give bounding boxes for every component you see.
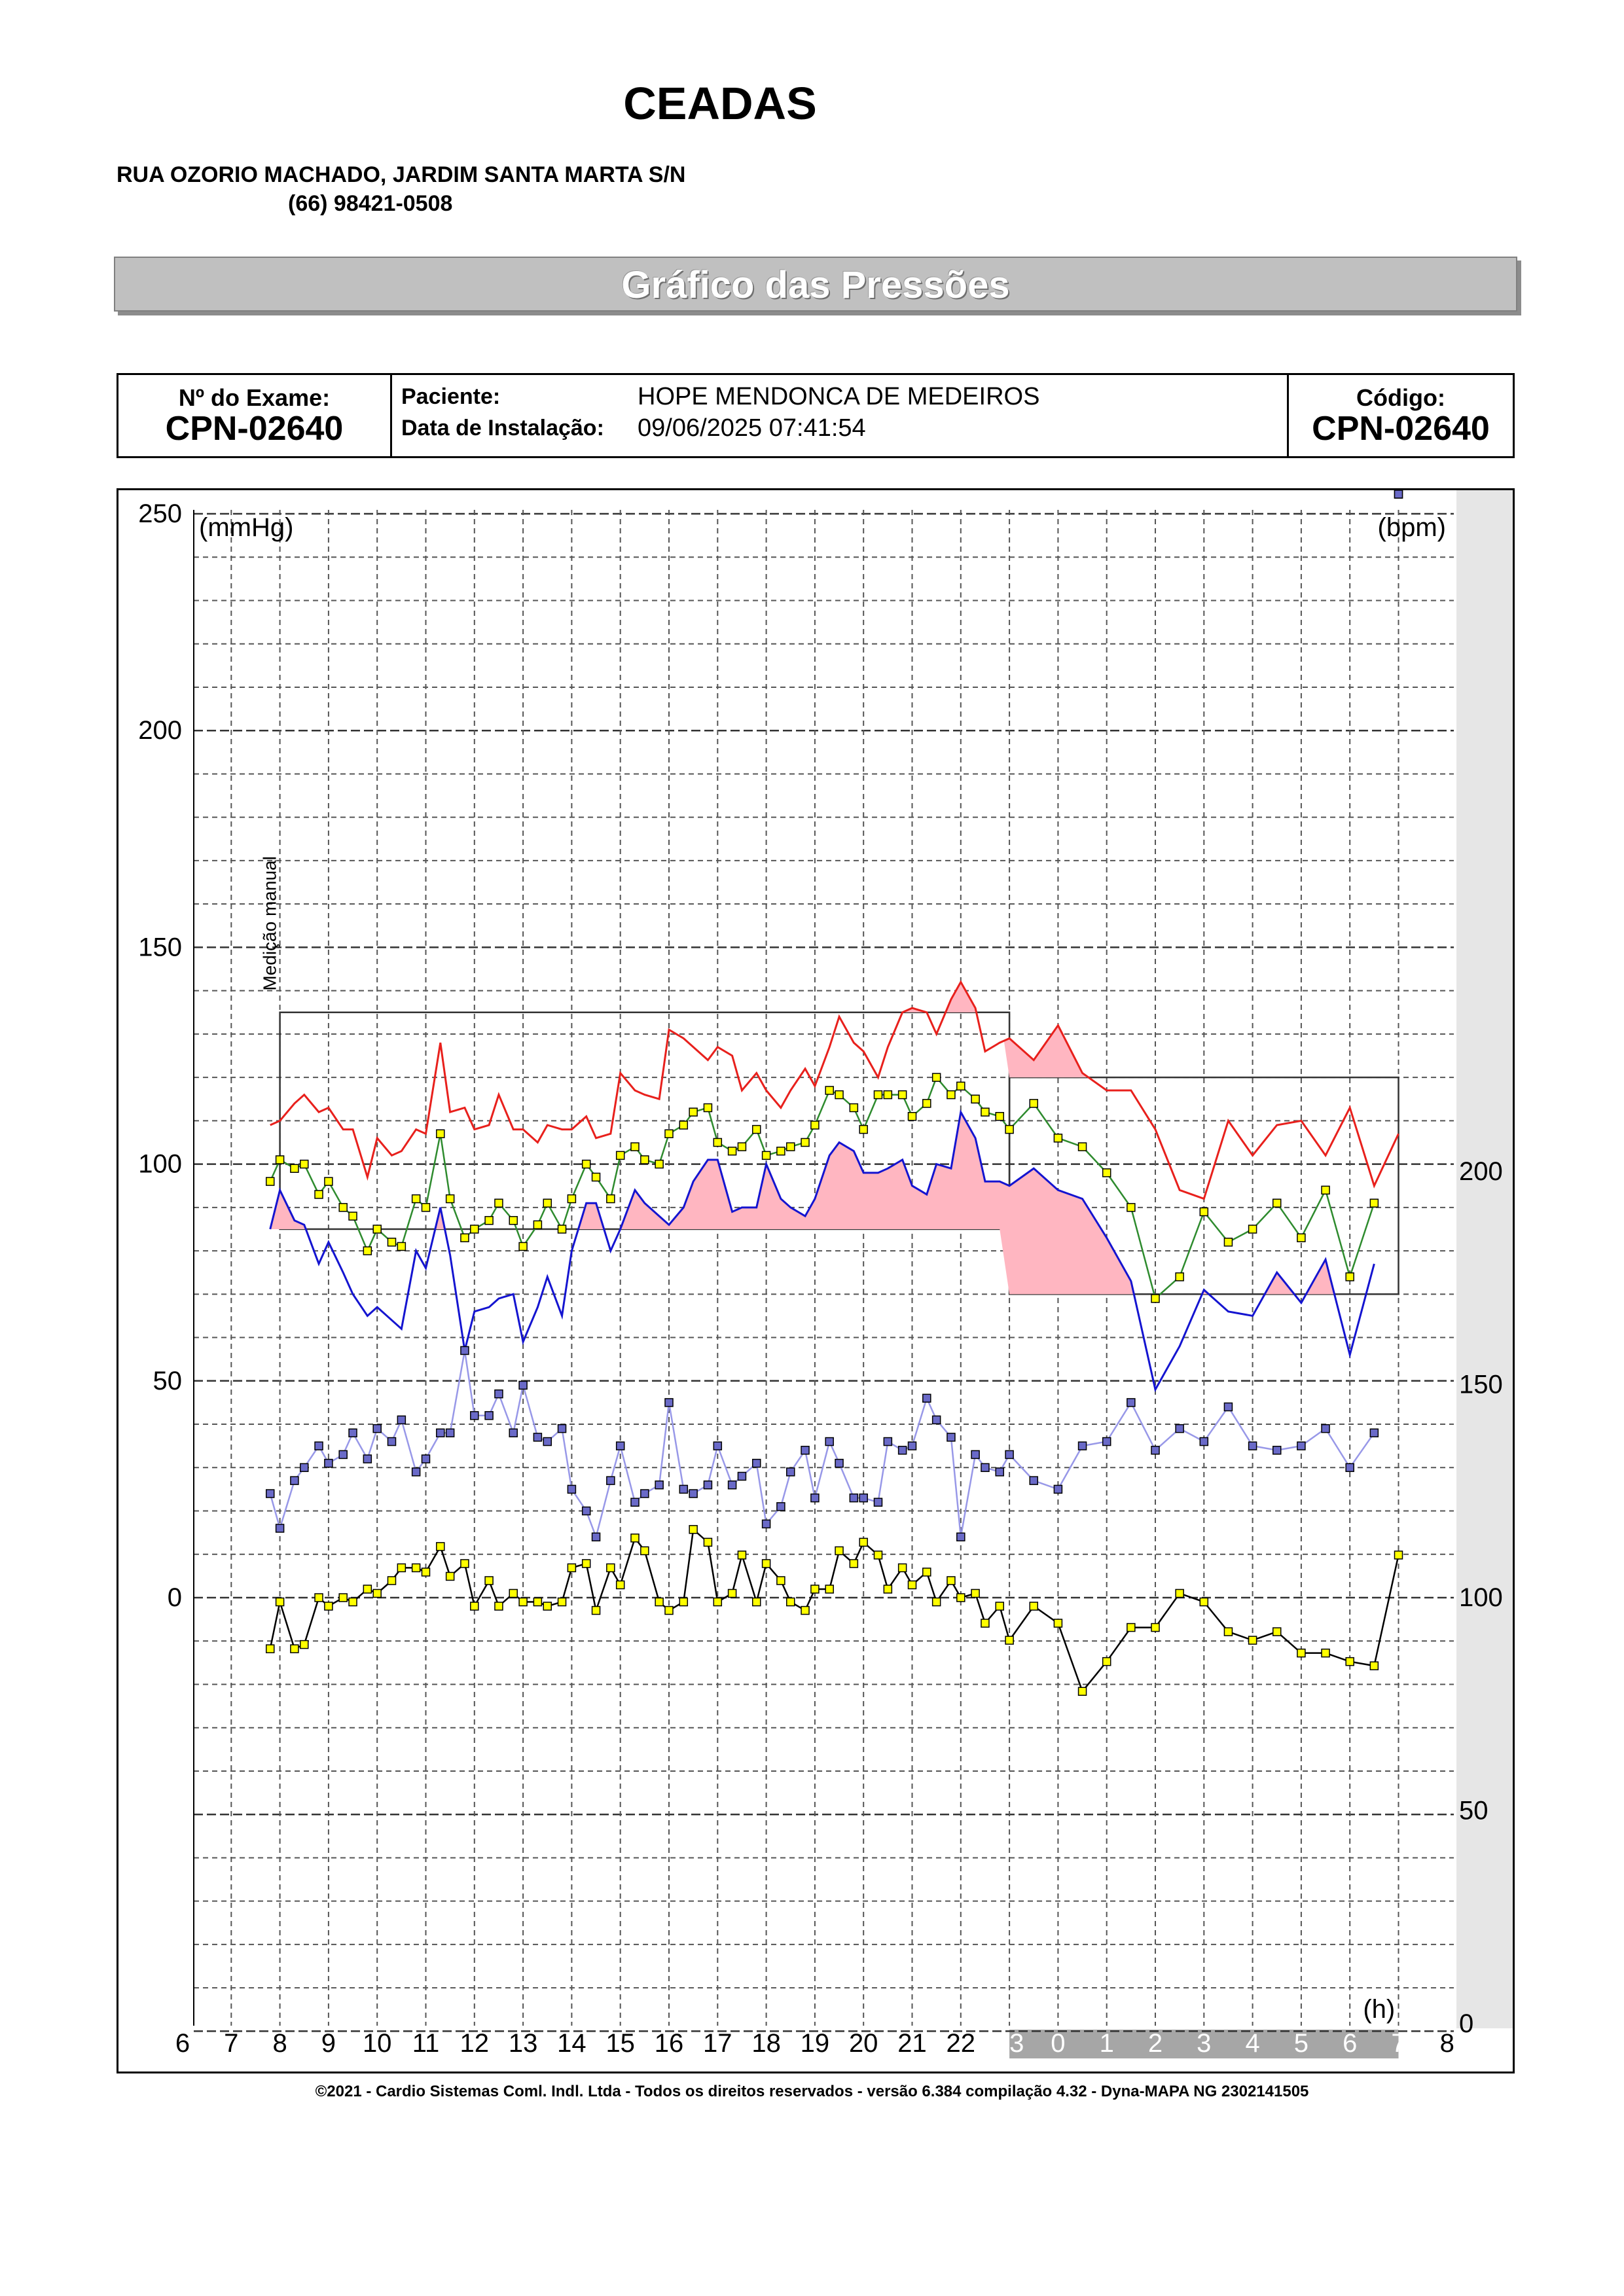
pulse-pressure-point bbox=[412, 1468, 420, 1476]
pulse-pressure-point bbox=[704, 1481, 712, 1489]
mean-pressure-point bbox=[835, 1091, 843, 1099]
pulse-pressure-point bbox=[446, 1429, 454, 1437]
heart-rate-point bbox=[471, 1602, 478, 1610]
x-axis-tick-label: 11 bbox=[412, 2029, 440, 2058]
mean-pressure-point bbox=[801, 1138, 809, 1146]
report-title: Gráfico das Pressões bbox=[621, 264, 1010, 306]
mean-pressure-point bbox=[412, 1195, 420, 1203]
heart-rate-point bbox=[583, 1560, 590, 1568]
pulse-pressure-point bbox=[1249, 1442, 1257, 1450]
mean-pressure-point bbox=[1322, 1186, 1329, 1194]
heart-rate-point bbox=[1346, 1658, 1354, 1666]
heart-rate-point bbox=[899, 1564, 907, 1571]
heart-rate-point bbox=[874, 1551, 882, 1559]
pressure-chart bbox=[118, 490, 1513, 2072]
x-axis-tick-label: 0 bbox=[1051, 2029, 1066, 2058]
heart-rate-point bbox=[1005, 1636, 1013, 1644]
heart-rate-point bbox=[665, 1607, 673, 1615]
heart-rate-point bbox=[437, 1543, 444, 1551]
heart-rate-point bbox=[1103, 1658, 1111, 1666]
pulse-pressure-point bbox=[811, 1494, 819, 1502]
heart-rate-point bbox=[495, 1602, 503, 1610]
pulse-pressure-point bbox=[617, 1442, 624, 1450]
x-axis-tick-label: 13 bbox=[508, 2029, 538, 2058]
mean-pressure-point bbox=[655, 1160, 663, 1168]
heart-rate-point bbox=[266, 1645, 274, 1653]
pulse-pressure-point bbox=[1079, 1442, 1087, 1450]
pulse-pressure-point bbox=[933, 1416, 941, 1424]
heart-rate-point bbox=[617, 1581, 624, 1588]
x-axis-tick-label: 6 bbox=[175, 2029, 190, 2058]
code-cell bbox=[1289, 375, 1513, 456]
x-axis-tick-label: 19 bbox=[800, 2029, 830, 2058]
left-axis-tick-label: 250 bbox=[138, 499, 182, 528]
pulse-pressure-point bbox=[315, 1442, 323, 1450]
pulse-pressure-point bbox=[1176, 1425, 1183, 1433]
x-axis-tick-label: 22 bbox=[946, 2029, 976, 2058]
heart-rate-point bbox=[835, 1547, 843, 1554]
heart-rate-point bbox=[655, 1598, 663, 1606]
heart-rate-point bbox=[1176, 1589, 1183, 1597]
heart-rate-point bbox=[971, 1589, 979, 1597]
heart-rate-point bbox=[315, 1594, 323, 1602]
pulse-pressure-point bbox=[583, 1507, 590, 1515]
heart-rate-point bbox=[811, 1585, 819, 1593]
mean-pressure-point bbox=[1224, 1238, 1232, 1246]
pulse-pressure-point bbox=[859, 1494, 867, 1502]
exam-number-cell bbox=[118, 375, 392, 456]
pulse-pressure-point bbox=[276, 1524, 284, 1532]
mean-pressure-point bbox=[485, 1217, 493, 1225]
pulse-pressure-point bbox=[1030, 1477, 1038, 1484]
pulse-pressure-point bbox=[923, 1394, 931, 1402]
heart-rate-point bbox=[957, 1594, 965, 1602]
heart-rate-point bbox=[300, 1641, 308, 1649]
heart-rate-point bbox=[923, 1568, 931, 1576]
pulse-pressure-point bbox=[763, 1520, 770, 1528]
pulse-pressure-point bbox=[607, 1477, 615, 1484]
pulse-pressure-point bbox=[665, 1399, 673, 1407]
pulse-pressure-point bbox=[971, 1450, 979, 1458]
x-axis-tick-label: 6 bbox=[1343, 2029, 1358, 2058]
heart-rate-point bbox=[1249, 1636, 1257, 1644]
heart-rate-point bbox=[631, 1534, 639, 1542]
pulse-pressure-point bbox=[1395, 490, 1403, 498]
heart-rate-point bbox=[884, 1585, 892, 1593]
heart-rate-point bbox=[1054, 1619, 1062, 1627]
x-axis-tick-label: 5 bbox=[1293, 2029, 1309, 2058]
mean-pressure-point bbox=[850, 1103, 857, 1111]
copyright-footer: ©2021 - Cardio Sistemas Coml. Indl. Ltda - Todos os direitos reservados - versão 6.384 compilação 4.32 - Dyna-MAPA NG 2302141505 bbox=[315, 2083, 1309, 2100]
mean-pressure-point bbox=[689, 1108, 697, 1116]
mean-pressure-point bbox=[909, 1113, 916, 1121]
mean-pressure-point bbox=[713, 1138, 721, 1146]
organization-address: RUA OZORIO MACHADO, JARDIM SANTA MARTA S/N bbox=[117, 162, 686, 187]
heart-rate-point bbox=[859, 1538, 867, 1546]
mean-pressure-point bbox=[631, 1143, 639, 1151]
mean-pressure-point bbox=[884, 1091, 892, 1099]
heart-rate-point bbox=[996, 1602, 1003, 1610]
plot-area bbox=[181, 490, 1467, 2032]
code-value: CPN-02640 bbox=[1312, 410, 1490, 448]
pulse-pressure-point bbox=[1127, 1399, 1135, 1407]
mean-pressure-point bbox=[825, 1086, 833, 1094]
patient-label: Paciente: bbox=[401, 384, 501, 409]
mean-pressure-point bbox=[947, 1091, 955, 1099]
manual-measurement-annotation: Medição manual bbox=[259, 856, 280, 991]
heart-rate-point bbox=[325, 1602, 333, 1610]
mean-pressure-point bbox=[519, 1242, 527, 1250]
heart-rate-point bbox=[485, 1577, 493, 1585]
heart-rate-point bbox=[679, 1598, 687, 1606]
x-axis-tick-label: 14 bbox=[557, 2029, 586, 2058]
heart-rate-point bbox=[446, 1572, 454, 1580]
heart-rate-point bbox=[689, 1526, 697, 1534]
mean-pressure-point bbox=[1005, 1126, 1013, 1134]
heart-rate-point bbox=[777, 1577, 785, 1585]
mean-pressure-point bbox=[349, 1212, 357, 1220]
x-axis-tick-label: 7 bbox=[1391, 2029, 1406, 2058]
pulse-pressure-point bbox=[1370, 1429, 1378, 1437]
heart-rate-point bbox=[1370, 1662, 1378, 1670]
pulse-pressure-point bbox=[947, 1433, 955, 1441]
x-axis-tick-label: 8 bbox=[1439, 2029, 1454, 2058]
pulse-pressure-point bbox=[729, 1481, 736, 1489]
pulse-pressure-point bbox=[899, 1446, 907, 1454]
mean-pressure-point bbox=[899, 1091, 907, 1099]
organization-phone: (66) 98421-0508 bbox=[288, 191, 453, 216]
exam-number-label: Nº do Exame: bbox=[178, 384, 331, 411]
x-axis-tick-label: 12 bbox=[460, 2029, 490, 2058]
heart-rate-point bbox=[763, 1560, 770, 1568]
pulse-pressure-point bbox=[543, 1438, 551, 1446]
x-axis-tick-label: 20 bbox=[848, 2029, 878, 2058]
mean-pressure-point bbox=[291, 1164, 298, 1172]
patient-name: HOPE MENDONCA DE MEDEIROS bbox=[638, 383, 1040, 410]
organization-name: CEADAS bbox=[623, 78, 817, 129]
mean-pressure-point bbox=[1054, 1134, 1062, 1142]
mean-pressure-point bbox=[738, 1143, 746, 1151]
pulse-pressure-point bbox=[437, 1429, 444, 1437]
mean-pressure-point bbox=[471, 1225, 478, 1233]
x-axis-tick-label: 7 bbox=[224, 2029, 239, 2058]
mean-pressure-point bbox=[1273, 1199, 1281, 1207]
mean-pressure-point bbox=[276, 1156, 284, 1164]
pulse-pressure-point bbox=[1224, 1403, 1232, 1411]
code-label: Código: bbox=[1356, 384, 1445, 411]
heart-rate-point bbox=[729, 1589, 736, 1597]
right-axis-tick-label: 50 bbox=[1459, 1796, 1489, 1825]
left-axis-tick-label: 0 bbox=[167, 1583, 182, 1612]
pulse-pressure-point bbox=[1273, 1446, 1281, 1454]
mean-pressure-point bbox=[753, 1126, 761, 1134]
mean-pressure-point bbox=[1249, 1225, 1257, 1233]
pulse-pressure-point bbox=[509, 1429, 517, 1437]
mean-pressure-point bbox=[558, 1225, 566, 1233]
pulse-pressure-point bbox=[1005, 1450, 1013, 1458]
mean-pressure-point bbox=[777, 1147, 785, 1155]
mean-pressure-point bbox=[1176, 1273, 1183, 1281]
mean-pressure-point bbox=[1370, 1199, 1378, 1207]
heart-rate-point bbox=[592, 1607, 600, 1615]
right-axis-tick-label: 200 bbox=[1459, 1157, 1503, 1186]
heart-rate-point bbox=[1273, 1628, 1281, 1636]
x-axis-tick-label: 15 bbox=[605, 2029, 635, 2058]
pulse-pressure-point bbox=[339, 1450, 347, 1458]
mean-pressure-point bbox=[397, 1242, 405, 1250]
x-axis-tick-label: 2 bbox=[1147, 2029, 1163, 2058]
x-axis-unit: (h) bbox=[1363, 1995, 1396, 2024]
mean-pressure-point bbox=[787, 1143, 795, 1151]
heart-rate-point bbox=[397, 1564, 405, 1571]
mean-pressure-point bbox=[422, 1204, 430, 1211]
x-axis-tick-label: 23 bbox=[994, 2029, 1024, 2058]
mean-pressure-point bbox=[923, 1100, 931, 1107]
pulse-pressure-point bbox=[568, 1485, 575, 1493]
pulse-pressure-point bbox=[1322, 1425, 1329, 1433]
pulse-pressure-point bbox=[485, 1412, 493, 1420]
heart-rate-point bbox=[713, 1598, 721, 1606]
left-axis-tick-label: 200 bbox=[138, 716, 182, 745]
heart-rate-point bbox=[738, 1551, 746, 1559]
right-axis-tick-label: 0 bbox=[1459, 2009, 1474, 2038]
pulse-pressure-point bbox=[996, 1468, 1003, 1476]
heart-rate-point bbox=[607, 1564, 615, 1571]
pulse-pressure-point bbox=[874, 1498, 882, 1506]
pulse-pressure-point bbox=[533, 1433, 541, 1441]
pulse-pressure-point bbox=[349, 1429, 357, 1437]
mean-pressure-point bbox=[339, 1204, 347, 1211]
x-axis-tick-label: 10 bbox=[362, 2029, 392, 2058]
mean-pressure-point bbox=[461, 1234, 469, 1242]
mean-pressure-point bbox=[373, 1225, 381, 1233]
pulse-pressure-point bbox=[363, 1455, 371, 1463]
heart-rate-point bbox=[412, 1564, 420, 1571]
mean-pressure-point bbox=[933, 1073, 941, 1081]
pulse-pressure-point bbox=[1103, 1438, 1111, 1446]
pulse-pressure-point bbox=[777, 1503, 785, 1511]
heart-rate-point bbox=[825, 1585, 833, 1593]
heart-rate-point bbox=[641, 1547, 649, 1554]
heart-rate-point bbox=[291, 1645, 298, 1653]
install-date-value: 09/06/2025 07:41:54 bbox=[638, 414, 866, 442]
pulse-pressure-point bbox=[655, 1481, 663, 1489]
right-axis-tick-label: 100 bbox=[1459, 1583, 1503, 1612]
mean-pressure-point bbox=[300, 1160, 308, 1168]
x-axis-tick-label: 21 bbox=[897, 2029, 927, 2058]
pulse-pressure-point bbox=[519, 1381, 527, 1389]
pulse-pressure-point bbox=[558, 1425, 566, 1433]
mean-pressure-point bbox=[315, 1191, 323, 1198]
pressure-chart-frame bbox=[117, 488, 1515, 2073]
x-axis-tick-label: 3 bbox=[1197, 2029, 1212, 2058]
pulse-pressure-point bbox=[957, 1533, 965, 1541]
mean-pressure-point bbox=[543, 1199, 551, 1207]
heart-rate-point bbox=[543, 1602, 551, 1610]
right-axis-tick-label: 150 bbox=[1459, 1370, 1503, 1399]
mean-pressure-point bbox=[388, 1238, 395, 1246]
mean-pressure-point bbox=[437, 1130, 444, 1138]
pulse-pressure-point bbox=[835, 1460, 843, 1467]
pulse-pressure-point bbox=[641, 1490, 649, 1498]
heart-rate-point bbox=[1224, 1628, 1232, 1636]
heart-rate-point bbox=[349, 1598, 357, 1606]
heart-rate-point bbox=[568, 1564, 575, 1571]
left-axis-tick-label: 50 bbox=[153, 1366, 182, 1395]
mean-pressure-point bbox=[1151, 1295, 1159, 1302]
mean-pressure-point bbox=[641, 1156, 649, 1164]
pulse-pressure-point bbox=[801, 1446, 809, 1454]
x-axis-tick-label: 9 bbox=[321, 2029, 336, 2058]
heart-rate-point bbox=[704, 1538, 712, 1546]
mean-pressure-point bbox=[981, 1108, 989, 1116]
heart-rate-point bbox=[947, 1577, 955, 1585]
pulse-pressure-point bbox=[713, 1442, 721, 1450]
pulse-pressure-point bbox=[884, 1438, 892, 1446]
heart-rate-point bbox=[373, 1589, 381, 1597]
heart-rate-point bbox=[1030, 1602, 1038, 1610]
pulse-pressure-point bbox=[495, 1390, 503, 1398]
mean-pressure-point bbox=[811, 1121, 819, 1129]
pulse-pressure-point bbox=[689, 1490, 697, 1498]
heart-rate-point bbox=[850, 1560, 857, 1568]
pulse-pressure-point bbox=[753, 1460, 761, 1467]
heart-rate-point bbox=[276, 1598, 284, 1606]
heart-rate-point bbox=[1297, 1649, 1305, 1657]
x-axis-tick-label: 1 bbox=[1099, 2029, 1114, 2058]
heart-rate-point bbox=[1200, 1598, 1208, 1606]
heart-rate-point bbox=[1322, 1649, 1329, 1657]
mean-pressure-point bbox=[704, 1103, 712, 1111]
heart-rate-point bbox=[801, 1607, 809, 1615]
mean-pressure-point bbox=[971, 1095, 979, 1103]
mean-pressure-point bbox=[665, 1130, 673, 1138]
pulse-pressure-point bbox=[738, 1473, 746, 1480]
x-axis-tick-label: 8 bbox=[272, 2029, 287, 2058]
x-axis-tick-label: 4 bbox=[1245, 2029, 1260, 2058]
pulse-pressure-point bbox=[1200, 1438, 1208, 1446]
mean-pressure-point bbox=[1103, 1169, 1111, 1177]
heart-rate-point bbox=[933, 1598, 941, 1606]
pulse-pressure-point bbox=[787, 1468, 795, 1476]
heart-rate-point bbox=[363, 1585, 371, 1593]
mean-pressure-point bbox=[592, 1173, 600, 1181]
pulse-pressure-point bbox=[1054, 1485, 1062, 1493]
mean-pressure-point bbox=[859, 1126, 867, 1134]
mean-pressure-point bbox=[568, 1195, 575, 1203]
pulse-pressure-point bbox=[300, 1463, 308, 1471]
mean-pressure-point bbox=[325, 1177, 333, 1185]
pulse-pressure-point bbox=[981, 1463, 989, 1471]
exam-info-box bbox=[117, 373, 1515, 458]
mean-pressure-point bbox=[957, 1082, 965, 1090]
left-axis-unit: (mmHg) bbox=[199, 513, 294, 542]
heart-rate-point bbox=[753, 1598, 761, 1606]
mean-pressure-point bbox=[1127, 1204, 1135, 1211]
x-axis-tick-label: 16 bbox=[654, 2029, 684, 2058]
mean-pressure-point bbox=[763, 1151, 770, 1159]
mean-pressure-point bbox=[1200, 1208, 1208, 1215]
mean-pressure-point bbox=[874, 1091, 882, 1099]
pulse-pressure-point bbox=[397, 1416, 405, 1424]
patient-cell bbox=[392, 375, 1289, 456]
mean-pressure-point bbox=[1079, 1143, 1087, 1151]
pulse-pressure-point bbox=[266, 1490, 274, 1498]
pulse-pressure-point bbox=[388, 1438, 395, 1446]
right-axis-unit: (bpm) bbox=[1377, 513, 1446, 542]
pulse-pressure-point bbox=[825, 1438, 833, 1446]
heart-rate-point bbox=[461, 1560, 469, 1568]
install-date-label: Data de Instalação: bbox=[401, 416, 604, 440]
mean-pressure-point bbox=[1346, 1273, 1354, 1281]
pulse-pressure-point bbox=[850, 1494, 857, 1502]
pulse-pressure-point bbox=[909, 1442, 916, 1450]
pulse-pressure-point bbox=[679, 1485, 687, 1493]
pulse-pressure-point bbox=[373, 1425, 381, 1433]
mean-pressure-point bbox=[729, 1147, 736, 1155]
heart-rate-point bbox=[981, 1619, 989, 1627]
right-margin-panel bbox=[1456, 490, 1513, 2072]
heart-rate-point bbox=[422, 1568, 430, 1576]
mean-pressure-point bbox=[1030, 1100, 1038, 1107]
pulse-pressure-point bbox=[325, 1460, 333, 1467]
heart-rate-point bbox=[519, 1598, 527, 1606]
mean-pressure-point bbox=[1297, 1234, 1305, 1242]
x-axis-tick-label: 17 bbox=[703, 2029, 732, 2058]
heart-rate-point bbox=[388, 1577, 395, 1585]
pulse-pressure-point bbox=[422, 1455, 430, 1463]
mean-pressure-point bbox=[996, 1113, 1003, 1121]
mean-pressure-point bbox=[266, 1177, 274, 1185]
left-axis-tick-label: 150 bbox=[138, 933, 182, 962]
pulse-pressure-point bbox=[1346, 1463, 1354, 1471]
exam-number-value: CPN-02640 bbox=[165, 410, 344, 448]
mean-pressure-point bbox=[363, 1247, 371, 1255]
mean-pressure-point bbox=[583, 1160, 590, 1168]
pulse-pressure-point bbox=[461, 1346, 469, 1354]
heart-rate-point bbox=[339, 1594, 347, 1602]
mean-pressure-point bbox=[679, 1121, 687, 1129]
heart-rate-point bbox=[558, 1598, 566, 1606]
heart-rate-point bbox=[1395, 1551, 1403, 1559]
heart-rate-point bbox=[1127, 1624, 1135, 1632]
mean-pressure-point bbox=[617, 1151, 624, 1159]
mean-pressure-point bbox=[607, 1195, 615, 1203]
pulse-pressure-point bbox=[592, 1533, 600, 1541]
mean-pressure-point bbox=[533, 1221, 541, 1229]
pulse-pressure-point bbox=[631, 1498, 639, 1506]
pulse-pressure-point bbox=[1297, 1442, 1305, 1450]
report-title-bar bbox=[114, 257, 1517, 312]
mean-pressure-point bbox=[446, 1195, 454, 1203]
x-axis-tick-label: 18 bbox=[751, 2029, 781, 2058]
pulse-pressure-point bbox=[1151, 1446, 1159, 1454]
mean-pressure-point bbox=[509, 1217, 517, 1225]
heart-rate-point bbox=[1079, 1687, 1087, 1695]
heart-rate-point bbox=[909, 1581, 916, 1588]
pulse-pressure-point bbox=[471, 1412, 478, 1420]
left-axis-tick-label: 100 bbox=[138, 1149, 182, 1179]
pulse-pressure-point bbox=[291, 1477, 298, 1484]
heart-rate-point bbox=[787, 1598, 795, 1606]
mean-pressure-point bbox=[495, 1199, 503, 1207]
heart-rate-point bbox=[509, 1589, 517, 1597]
heart-rate-point bbox=[1151, 1624, 1159, 1632]
heart-rate-point bbox=[533, 1598, 541, 1606]
